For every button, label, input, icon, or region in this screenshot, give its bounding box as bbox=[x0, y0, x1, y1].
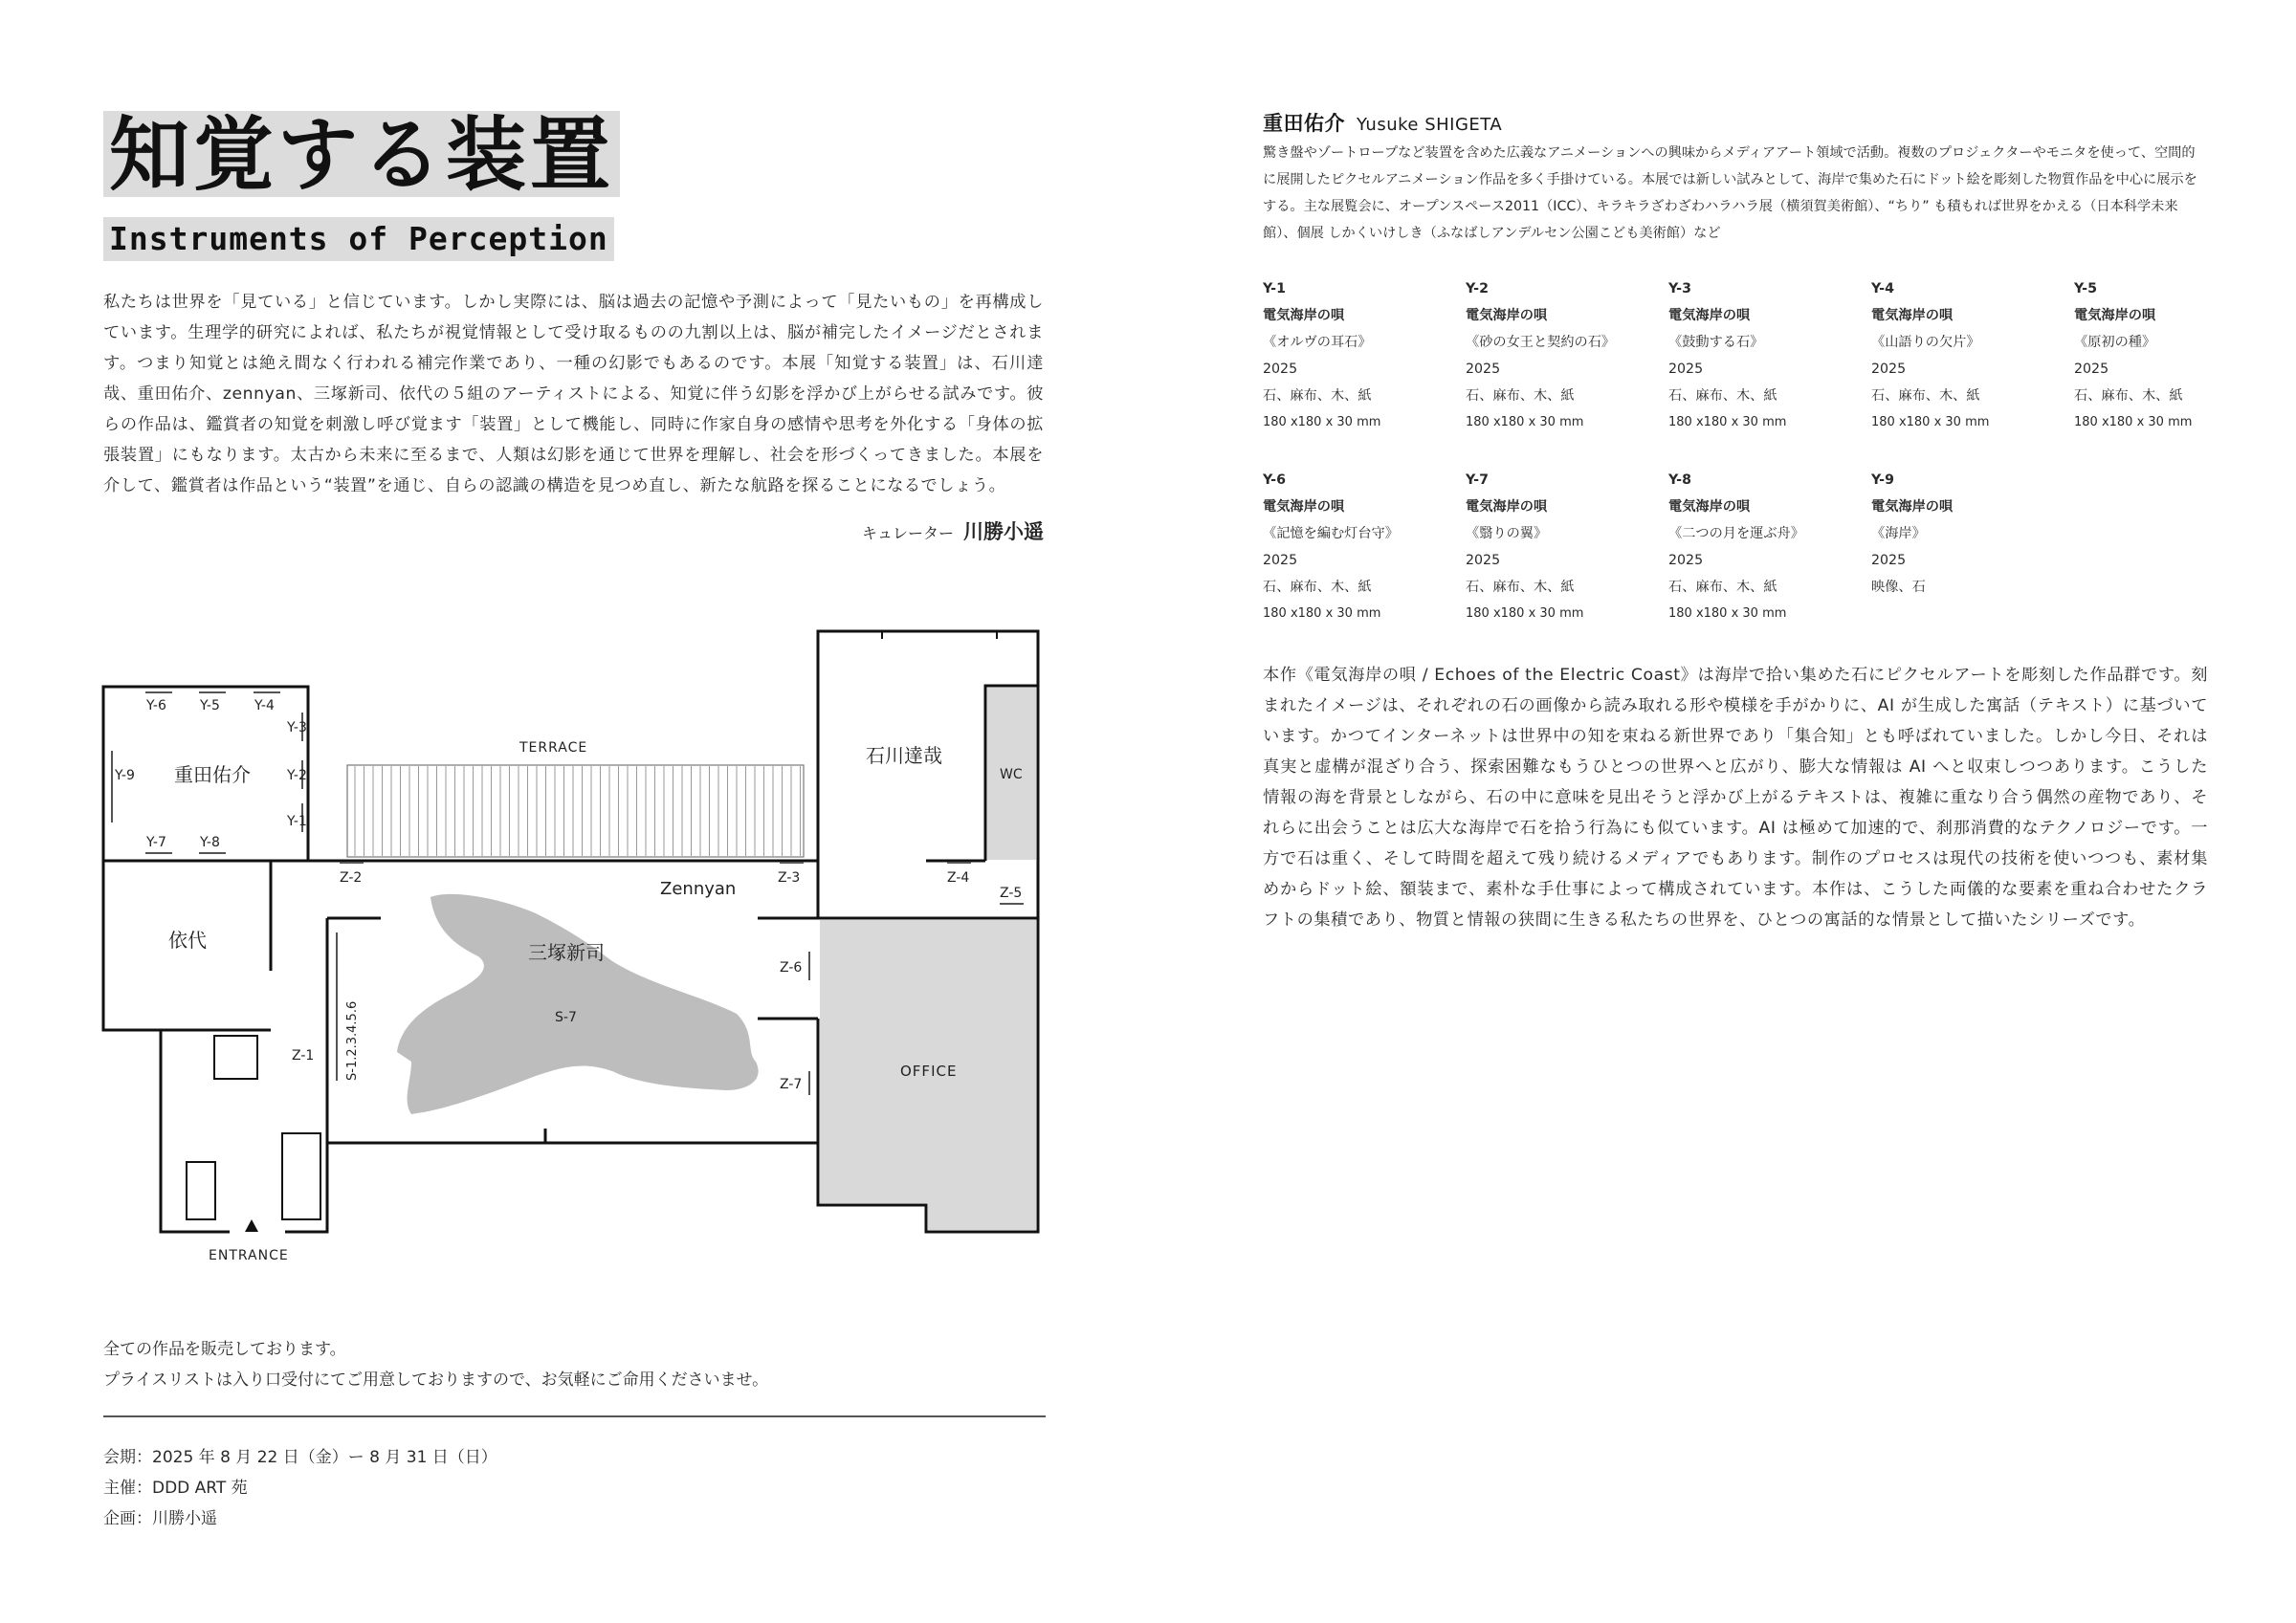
page-subtitle: Instruments of Perception bbox=[103, 217, 614, 261]
work-entry bbox=[2074, 275, 2265, 436]
pedestal bbox=[282, 1133, 320, 1219]
exhibition-planner: 企画：川勝小遥 bbox=[103, 1509, 217, 1528]
work-material: 石、麻布、木、紙 bbox=[1466, 580, 1575, 595]
work-entry bbox=[1668, 275, 1860, 436]
work-title: 《海岸》 bbox=[1871, 526, 1926, 541]
map-label-z2: Z-2 bbox=[340, 870, 363, 886]
map-label-y1: Y-1 bbox=[287, 814, 307, 829]
work-title: 《記憶を編む灯台守》 bbox=[1263, 526, 1399, 541]
work-code: Y-5 bbox=[2074, 281, 2097, 296]
divider bbox=[103, 1415, 1046, 1417]
work-entry bbox=[1871, 467, 2063, 601]
notice-line: プライスリストは入り口受付にてご用意しておりますので、お気軽にご命用くださいませ。 bbox=[103, 1371, 769, 1390]
work-code: Y-4 bbox=[1871, 281, 1894, 296]
pedestal bbox=[214, 1036, 257, 1079]
work-code: Y-8 bbox=[1668, 472, 1691, 488]
work-year: 2025 bbox=[1668, 553, 1704, 568]
map-label-z5: Z-5 bbox=[1000, 886, 1023, 901]
map-room-shigeta: 重田佑介 bbox=[174, 763, 251, 786]
map-label-y2: Y-2 bbox=[287, 768, 307, 783]
artist-name-en: Yusuke SHIGETA bbox=[1357, 115, 1503, 135]
work-year: 2025 bbox=[1668, 362, 1704, 377]
map-room-ishikawa: 石川達哉 bbox=[866, 744, 942, 767]
room-yorishiro-walls bbox=[103, 861, 271, 971]
map-zennyan: Zennyan bbox=[660, 879, 737, 899]
work-title: 《オルヴの耳石》 bbox=[1263, 335, 1372, 350]
work-code: Y-7 bbox=[1466, 472, 1489, 488]
work-size: 180 x180 x 30 mm bbox=[1668, 606, 1787, 621]
work-material: 石、麻布、木、紙 bbox=[2074, 388, 2183, 404]
work-series: 電気海岸の唄 bbox=[1466, 499, 1548, 515]
work-material: 石、麻布、木、紙 bbox=[1263, 580, 1372, 595]
work-series: 電気海岸の唄 bbox=[1466, 308, 1548, 323]
sales-notice bbox=[103, 1334, 768, 1395]
mitsuka-sculpture bbox=[397, 894, 759, 1114]
artist-name-jp: 重田佑介 bbox=[1263, 112, 1345, 135]
notice-line: 全ての作品を販売しております。 bbox=[103, 1340, 346, 1359]
work-material: 映像、石 bbox=[1871, 580, 1926, 595]
work-size: 180 x180 x 30 mm bbox=[1668, 415, 1787, 429]
page-title: 知覚する装置 bbox=[103, 111, 620, 197]
work-year: 2025 bbox=[1871, 553, 1907, 568]
work-entry bbox=[1668, 467, 1860, 627]
artist-name bbox=[1263, 108, 1502, 137]
intro-text: 私たちは世界を「見ている」と信じています。しかし実際には、脳は過去の記憶や予測によって「見たいもの」を再構成しています。生理学的研究によれば、私たちが視覚情報として受け取るものの九割以上は、脳が補完したイメージだとされます。つまり知覚とは絶え間なく行われる補完作業であり、一種の幻影でもあるのです。本展「知覚する装置」は、石川達哉、重田佑介、zennyan、三塚新司、依代の５組のアーティストによる、知覚に伴う幻影を浮かび上がらせる試みです。彼らの作品は、鑑賞者の知覚を刺激し呼び覚ます「装置」として機能し、同時に作家自身の感情や思考を外化する「身体の拡張装置」にもなります。太古から未来に至るまで、人類は幻影を通じて世界を理解し、社会を形づくってきました。本展を介して、鑑賞者は作品という“装置”を通じ、自らの認識の構造を見つめ直し、新たな航路を探ることになるでしょう。 bbox=[103, 293, 1044, 495]
work-code: Y-6 bbox=[1263, 472, 1286, 488]
map-label-y6: Y-6 bbox=[146, 698, 166, 713]
work-code: Y-2 bbox=[1466, 281, 1489, 296]
terrace-deck bbox=[347, 765, 804, 857]
work-code: Y-1 bbox=[1263, 281, 1286, 296]
map-s-series: S-1.2.3.4.5.6 bbox=[345, 1000, 360, 1081]
work-size: 180 x180 x 30 mm bbox=[1466, 606, 1584, 621]
map-label-y9: Y-9 bbox=[115, 768, 135, 783]
map-s7: S-7 bbox=[555, 1010, 577, 1025]
floor-plan bbox=[0, 0, 1071, 1282]
work-year: 2025 bbox=[1466, 362, 1501, 377]
map-label-y3: Y-3 bbox=[287, 720, 307, 735]
work-size: 180 x180 x 30 mm bbox=[1263, 415, 1381, 429]
map-label-y8: Y-8 bbox=[200, 835, 220, 850]
entrance-arrow-icon bbox=[245, 1219, 258, 1232]
work-entry bbox=[1871, 275, 2063, 436]
map-terrace: TERRACE bbox=[519, 740, 588, 756]
map-label-z6: Z-6 bbox=[780, 960, 803, 976]
map-room-yorishiro: 依代 bbox=[168, 929, 207, 952]
work-material: 石、麻布、木、紙 bbox=[1871, 388, 1980, 404]
work-title: 《山語りの欠片》 bbox=[1871, 335, 1980, 350]
work-description: 本作《電気海岸の唄 / Echoes of the Electric Coast》は海岸で拾い集めた石にピクセルアートを彫刻した作品群です。刻まれたイメージは、それぞれの石の画像から読み取れる形や模様を手がかりに、AI が生成した寓話（テキスト）に基づいています。かつてインターネットは世界中の知を束ねる新世界であり「集合知」とも呼ばれていました。しかし今日、それは真実と虚構が混ざり合う、探索困難なもうひとつの世界へと広がり、膨大な情報は AI へと収束しつつあります。こうした情報の海を背景としながら、石の中に意味を見出そうと浮かび上がるテキストは、複雑に重なり合う偶然の産物であり、それらに出会うことは広大な海岸で石を拾う行為にも似ています。AI は極めて加速的で、刹那消費的なテクノロジーです。一方で石は重く、そして時間を超えて残り続けるメディアでもあります。制作のプロセスは現代の技術を使いつつも、素材集めからドット絵、額装まで、素朴な手仕事によって構成されています。本作は、こうした両儀的な要素を重ね合わせたクラフトの集積であり、物質と情報の狭間に生きる私たちの世界を、ひとつの寓話的な情景として描いたシリーズです。 bbox=[1263, 666, 2208, 930]
curator-name: 川勝小遥 bbox=[963, 520, 1044, 543]
work-series: 電気海岸の唄 bbox=[1668, 499, 1751, 515]
work-year: 2025 bbox=[1871, 362, 1907, 377]
exhibition-info bbox=[103, 1442, 497, 1534]
work-title: 《原初の種》 bbox=[2074, 335, 2156, 350]
work-series: 電気海岸の唄 bbox=[2074, 308, 2156, 323]
work-size: 180 x180 x 30 mm bbox=[2074, 415, 2193, 429]
exhibition-organizer: 主催：DDD ART 苑 bbox=[103, 1479, 248, 1498]
work-entry bbox=[1263, 467, 1454, 627]
work-title: 《二つの月を運ぶ舟》 bbox=[1668, 526, 1804, 541]
map-label-y5: Y-5 bbox=[200, 698, 220, 713]
work-size: 180 x180 x 30 mm bbox=[1263, 606, 1381, 621]
exhibition-period: 会期：2025 年 8 月 22 日（金）ー 8 月 31 日（日） bbox=[103, 1448, 497, 1467]
work-series: 電気海岸の唄 bbox=[1668, 308, 1751, 323]
work-title: 《砂の女王と契約の石》 bbox=[1466, 335, 1616, 350]
map-entrance: ENTRANCE bbox=[209, 1248, 289, 1263]
entrance-walls bbox=[161, 1030, 230, 1232]
map-label-z3: Z-3 bbox=[778, 870, 801, 886]
work-code: Y-3 bbox=[1668, 281, 1691, 296]
work-entry bbox=[1466, 275, 1657, 436]
work-year: 2025 bbox=[1466, 553, 1501, 568]
work-material: 石、麻布、木、紙 bbox=[1263, 388, 1372, 404]
work-material: 石、麻布、木、紙 bbox=[1668, 388, 1777, 404]
work-code: Y-9 bbox=[1871, 472, 1894, 488]
curator-role: キュレーター bbox=[861, 524, 954, 542]
map-wc: WC bbox=[1000, 767, 1023, 782]
map-office: OFFICE bbox=[900, 1063, 958, 1080]
work-series: 電気海岸の唄 bbox=[1263, 499, 1345, 515]
work-material: 石、麻布、木、紙 bbox=[1668, 580, 1777, 595]
work-title: 《鼓動する石》 bbox=[1668, 335, 1764, 350]
work-series: 電気海岸の唄 bbox=[1871, 499, 1954, 515]
work-size: 180 x180 x 30 mm bbox=[1871, 415, 1990, 429]
work-year: 2025 bbox=[1263, 553, 1298, 568]
map-label-y4: Y-4 bbox=[254, 698, 275, 713]
work-year: 2025 bbox=[1263, 362, 1298, 377]
artist-bio: 驚き盤やゾートロープなど装置を含めた広義なアニメーションへの興味からメディアアート領域で活動。複数のプロジェクターやモニタを使って、空間的に展開したピクセルアニメーション作品を多く手掛けている。本展では新しい試みとして、海岸で集めた石にドット絵を彫刻した物質作品を中心に展示をする。主な展覧会に、オープンスペース2011（ICC）、キラキラざわざわハラハラ展（横須賀美術館）、“ちり” も積もれば世界をかえる（日本科学未来館）、個展 しかくいけしき（ふなばしアンデルセン公園こども美術館）など bbox=[1263, 145, 2197, 241]
work-entry bbox=[1466, 467, 1657, 627]
map-label-z4: Z-4 bbox=[947, 870, 970, 886]
map-label-z1: Z-1 bbox=[292, 1048, 315, 1064]
work-year: 2025 bbox=[2074, 362, 2109, 377]
map-label-z7: Z-7 bbox=[780, 1077, 803, 1092]
map-label-y7: Y-7 bbox=[146, 835, 166, 850]
work-size: 180 x180 x 30 mm bbox=[1466, 415, 1584, 429]
work-material: 石、麻布、木、紙 bbox=[1466, 388, 1575, 404]
work-entry bbox=[1263, 275, 1454, 436]
work-series: 電気海岸の唄 bbox=[1263, 308, 1345, 323]
work-title: 《翳りの翼》 bbox=[1466, 526, 1548, 541]
map-mitsuka: 三塚新司 bbox=[528, 941, 605, 964]
work-series: 電気海岸の唄 bbox=[1871, 308, 1954, 323]
pedestal bbox=[187, 1162, 215, 1219]
